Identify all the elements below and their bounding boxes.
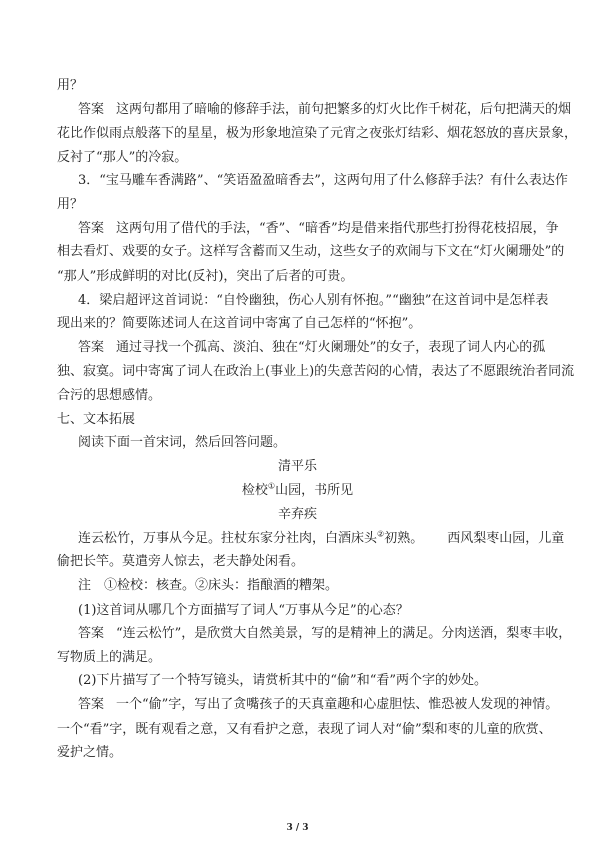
question-3-line-2: 用？ (57, 197, 84, 212)
answer-2-line-3: 反衬了“那人”的冷寂。 (57, 150, 188, 165)
sub-answer-2-line-2: 一个“看”字，既有观看之意，又有看护之意，表现了词人对“偷”梨和枣的儿童的欣赏、 (57, 722, 552, 737)
sub-answer-1-line-1 (78, 626, 571, 642)
reading-instruction: 阅读下面一首宋词，然后回答问题。 (78, 435, 287, 450)
sub-question-2: (2)下片描写了一个特写镜头，请赏析其中的“偷”和“看”两个字的妙处。 (78, 673, 487, 688)
poem-line-2: 偷把长竿。莫遣旁人惊去，老夫静处闲看。 (57, 554, 305, 569)
answer-text: 一个“偷”字，写出了贪嘴孩子的天真童趣和心虚胆怯、惟恐被人发现的神情。 (116, 697, 559, 712)
answer-3-line-1 (78, 221, 559, 237)
answer-label: 答案 (78, 221, 105, 236)
section-heading: 七、文本拓展 (57, 412, 136, 427)
poem-subtitle-a: 检校 (241, 483, 268, 498)
answer-4-line-1 (78, 340, 545, 356)
answer-4-line-3: 合污的思想感情。 (57, 388, 162, 403)
answer-3-line-2: 相去看灯、戏要的女子。这样写含蓄而又生动，这些女子的欢闹与下文在“灯火阑珊处”的 (57, 244, 565, 259)
answer-4-line-2: 独、寂寞。词中寄寓了词人在政治上(事业上)的失意苦闷的心情，表达了不愿跟统治者同流 (57, 364, 575, 379)
answer-2-line-1 (78, 102, 571, 118)
answer-text: 这两句用了借代的手法，“香”、“暗香”均是借来指代那些打扮得花枝招展，争 (116, 221, 559, 236)
sub-answer-2-line-3: 爱护之情。 (57, 745, 123, 760)
answer-label: 答案 (78, 102, 105, 117)
answer-label: 答案 (78, 626, 105, 641)
poem-text: 连云松竹，万事从今足。拄杖东家分社肉，白酒床头 (78, 531, 378, 546)
poem-title: 清平乐 (277, 459, 317, 474)
answer-3-line-3: “那人”形成鲜明的对比(反衬)，突出了后者的可贵。 (57, 269, 354, 284)
sub-answer-2-line-1 (78, 697, 558, 713)
footnote-marker: ② (377, 529, 385, 539)
poem-subtitle-b: 山园，书所见 (275, 483, 354, 498)
question-4-line-2: 现出来的？简要陈述词人在这首词中寄寓了自己怎样的“怀抱”。 (57, 316, 422, 331)
sub-answer-1-line-2: 写物质上的满足。 (57, 650, 162, 665)
answer-text: “连云松竹”，是欣赏大自然美景，写的是精神上的满足。分肉送酒，梨枣丰收， (116, 626, 572, 641)
sub-question-1: (1)这首词从哪几个方面描写了词人“万事从今足”的心态？ (78, 603, 409, 618)
answer-2-line-2: 花比作似雨点般落下的星星，极为形象地渲染了元宵之夜张灯结彩、烟花怒放的喜庆景象， (57, 126, 578, 141)
answer-text: 这两句都用了暗喻的修辞手法，前句把繁多的灯火比作千树花，后句把满天的烟 (116, 102, 572, 117)
poem-subtitle (0, 483, 595, 499)
footnote-marker: ① (267, 481, 276, 491)
answer-label: 答案 (78, 340, 105, 355)
poem-line-1 (78, 531, 564, 547)
answer-label: 答案 (78, 697, 105, 712)
poem-text: 初熟。 (384, 531, 424, 546)
page-number: 3 / 3 (286, 823, 309, 833)
question-3-line-1: 3．“宝马雕车香满路”、“笑语盈盈暗香去”，这两句用了什么修辞手法？有什么表达作 (78, 173, 568, 188)
poem-notes: 注 ①检校：核查。②床头：指酿酒的糟架。 (78, 578, 339, 593)
question-4-line-1: 4．梁启超评这首词说：“自怜幽独，伤心人别有怀抱。”“幽独”在这首词中是怎样表 (78, 293, 549, 308)
q2-continuation: 用？ (57, 78, 84, 93)
poem-text: 西风梨枣山园，儿童 (447, 531, 565, 546)
answer-text: 通过寻找一个孤高、淡泊、独在“灯火阑珊处”的女子，表现了词人内心的孤 (116, 340, 546, 355)
poem-author: 辛弃疾 (277, 507, 317, 522)
